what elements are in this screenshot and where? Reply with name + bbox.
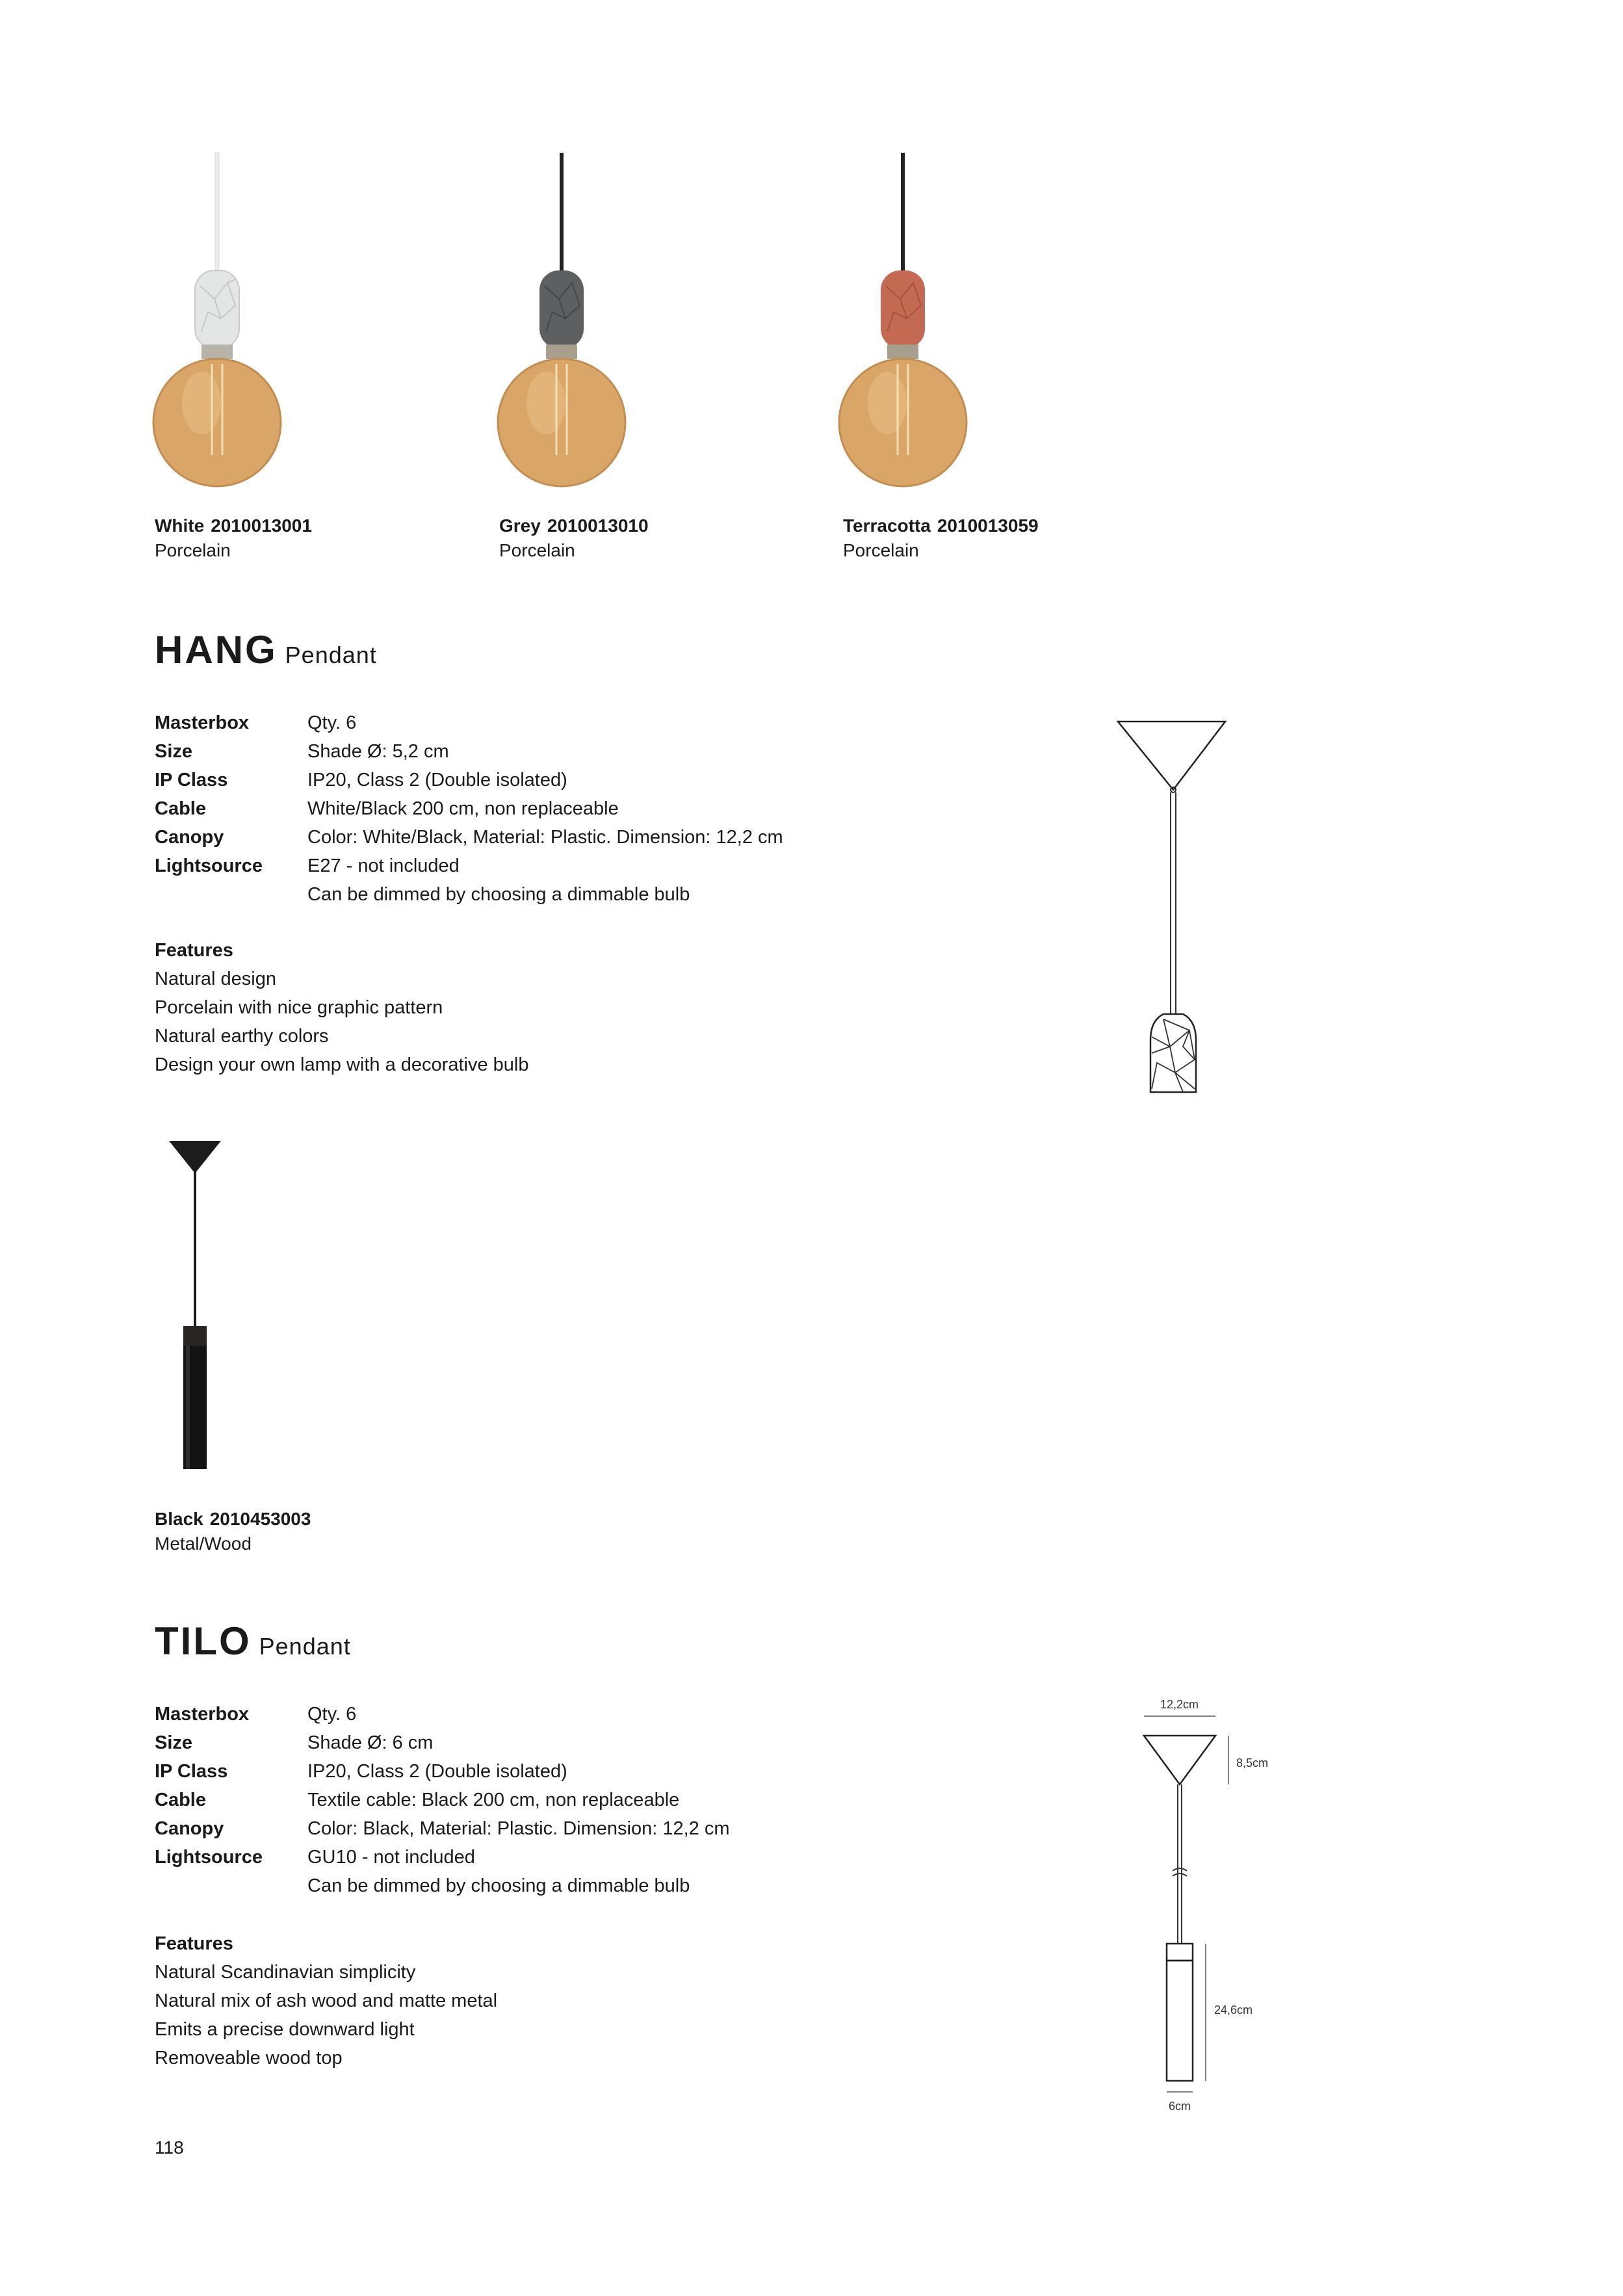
dim-canopy-height: 8,5cm <box>1236 1756 1269 1769</box>
variant-code: 2010013059 <box>937 515 1039 536</box>
product-name: HANG <box>155 628 278 672</box>
spec-label: Size <box>155 1732 193 1753</box>
variant-color: Black <box>155 1509 203 1529</box>
variant-material: Porcelain <box>843 540 919 560</box>
tilo-features <box>155 1929 497 2072</box>
spec-value: Qty. 6 <box>307 712 357 733</box>
variant-color: Grey <box>499 515 541 536</box>
spec-value: Color: Black, Material: Plastic. Dimension: 12,2 cm <box>307 1818 730 1839</box>
product-name: TILO <box>155 1619 252 1663</box>
spec-value: Textile cable: Black 200 cm, non replaceable <box>307 1790 680 1810</box>
spec-label <box>155 1872 307 1900</box>
feature-item: Natural earthy colors <box>155 1026 329 1047</box>
tilo-variant-black <box>155 1507 311 1556</box>
spec-value: White/Black 200 cm, non replaceable <box>307 798 619 819</box>
spec-label: Size <box>155 741 193 762</box>
hang-features <box>155 936 528 1079</box>
variant-material: Porcelain <box>155 540 231 560</box>
spec-label: Lightsource <box>155 1847 263 1868</box>
spec-value: GU10 - not included <box>307 1847 475 1868</box>
tilo-title <box>155 1619 351 1669</box>
feature-item: Natural Scandinavian simplicity <box>155 1962 416 1983</box>
spec-label: Masterbox <box>155 712 250 733</box>
variant-code: 2010013010 <box>547 515 649 536</box>
hang-specs-table <box>155 709 1022 909</box>
product-type: Pendant <box>259 1633 351 1660</box>
variant-material: Porcelain <box>499 540 575 560</box>
product-type: Pendant <box>285 642 377 668</box>
tilo-specs-table <box>155 1700 1022 1900</box>
dim-shade-height: 24,6cm <box>1214 2003 1253 2016</box>
dim-shade-width: 6cm <box>1169 2100 1191 2113</box>
hang-grey-photo <box>494 150 689 491</box>
variant-color: White <box>155 515 205 536</box>
hang-line-drawing <box>1098 709 1267 1112</box>
spec-value: Can be dimmed by choosing a dimmable bulb <box>307 884 690 905</box>
feature-item: Design your own lamp with a decorative bulb <box>155 1054 529 1075</box>
features-heading: Features <box>155 1933 233 1954</box>
variant-code: 2010453003 <box>209 1509 311 1529</box>
spec-label: Lightsource <box>155 855 263 876</box>
hang-white-photo <box>149 150 344 491</box>
hang-title <box>155 627 377 678</box>
feature-item: Emits a precise downward light <box>155 2019 415 2040</box>
feature-item: Porcelain with nice graphic pattern <box>155 997 443 1018</box>
spec-label: Canopy <box>155 827 224 848</box>
dim-canopy-width: 12,2cm <box>1160 1698 1199 1711</box>
spec-value: Shade Ø: 6 cm <box>307 1732 434 1753</box>
spec-value: Shade Ø: 5,2 cm <box>307 741 449 762</box>
tilo-black-photo <box>149 1131 279 1482</box>
spec-label: Masterbox <box>155 1704 250 1725</box>
spec-label: IP Class <box>155 1761 228 1782</box>
spec-label: Cable <box>155 1790 206 1810</box>
hang-variant-white <box>155 514 312 563</box>
hang-variant-grey <box>499 514 649 563</box>
spec-label <box>155 880 307 909</box>
feature-item: Removeable wood top <box>155 2048 343 2068</box>
hang-variant-terracotta <box>843 514 1039 563</box>
spec-label: Cable <box>155 798 206 819</box>
features-heading: Features <box>155 940 233 961</box>
hang-terracotta-photo <box>835 150 1030 491</box>
feature-item: Natural design <box>155 969 276 989</box>
page-number: 118 <box>155 2137 184 2158</box>
spec-value: IP20, Class 2 (Double isolated) <box>307 1761 567 1782</box>
spec-value: E27 - not included <box>307 855 460 876</box>
feature-item: Natural mix of ash wood and matte metal <box>155 1990 498 2011</box>
spec-label: IP Class <box>155 770 228 790</box>
variant-code: 2010013001 <box>211 515 312 536</box>
spec-label: Canopy <box>155 1818 224 1839</box>
spec-value: Can be dimmed by choosing a dimmable bulb <box>307 1875 690 1896</box>
spec-value: IP20, Class 2 (Double isolated) <box>307 770 567 790</box>
tilo-dimension-drawing <box>1124 1697 1293 2119</box>
variant-material: Metal/Wood <box>155 1533 252 1554</box>
spec-value: Qty. 6 <box>307 1704 357 1725</box>
spec-value: Color: White/Black, Material: Plastic. Dimension: 12,2 cm <box>307 827 783 848</box>
variant-color: Terracotta <box>843 515 931 536</box>
